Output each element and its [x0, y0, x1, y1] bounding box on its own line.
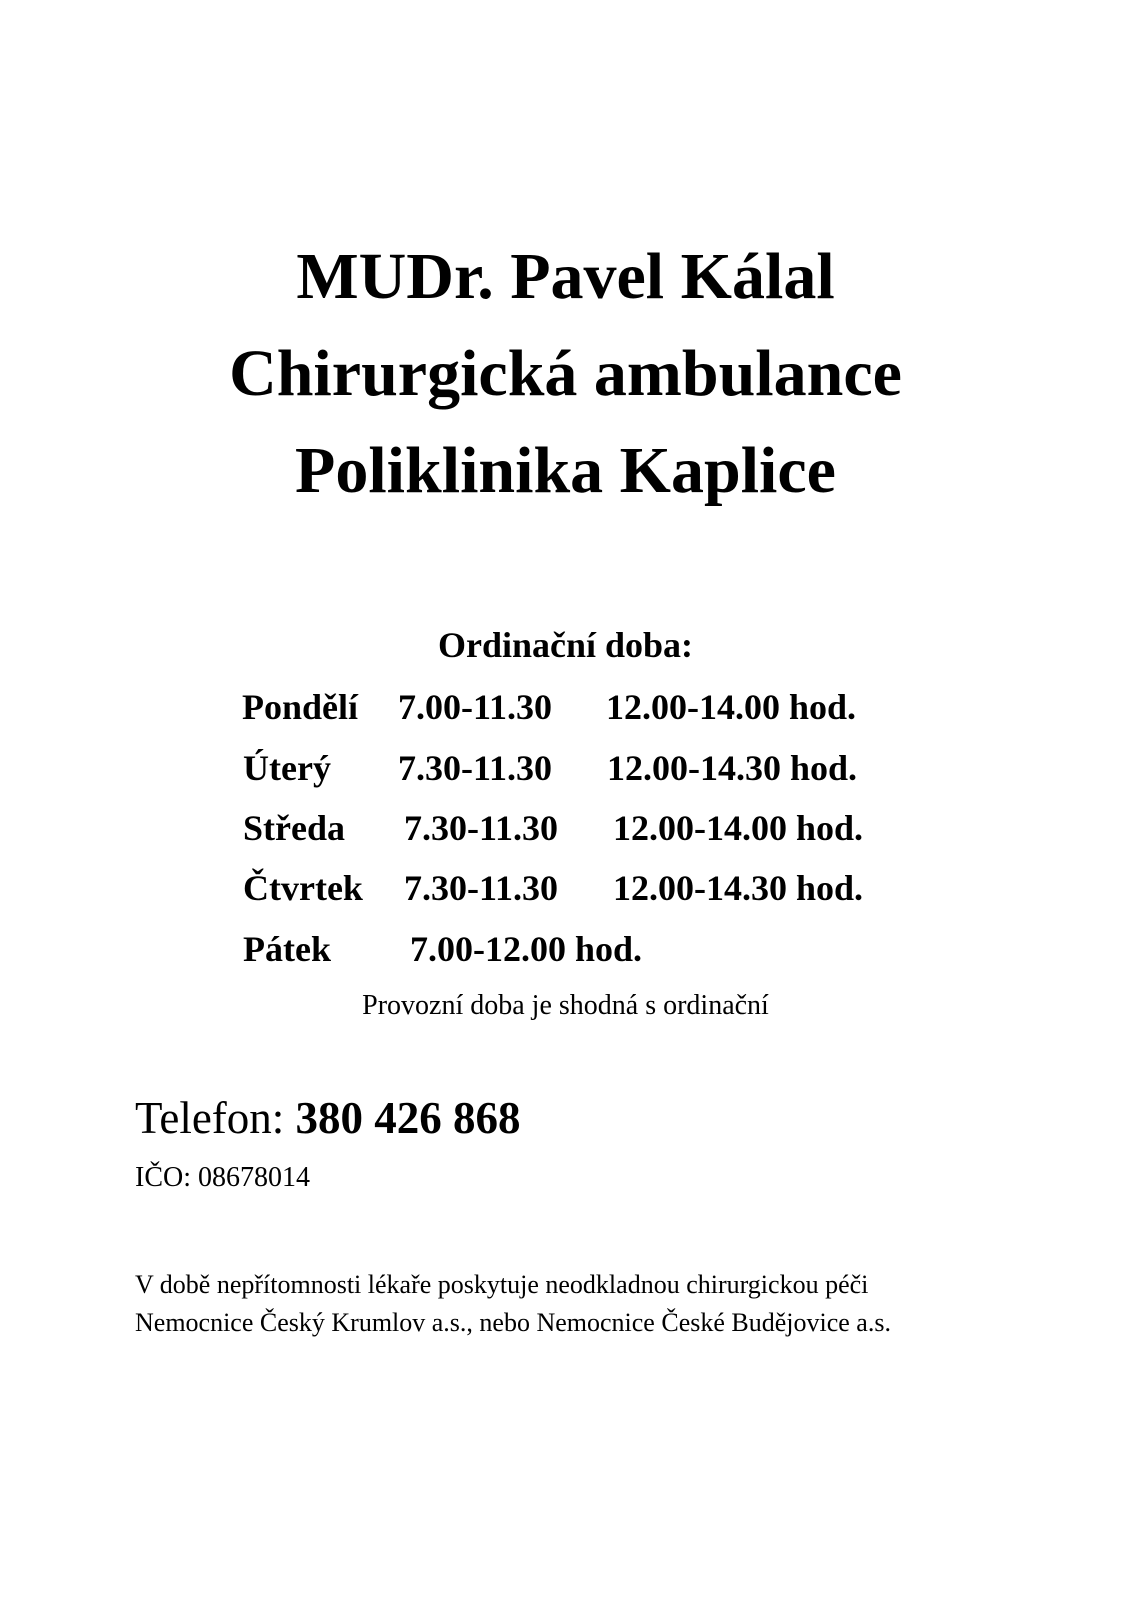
- day-label: Pondělí: [242, 687, 359, 727]
- company-id: IČO: 08678014: [135, 1162, 310, 1193]
- afternoon-hours: 12.00-14.30 hod.: [613, 868, 864, 908]
- day-label: Středa: [243, 808, 345, 848]
- footer-notice: [135, 1266, 891, 1342]
- phone-line: [135, 1090, 521, 1146]
- doctor-name: MUDr. Pavel Kálal: [296, 240, 835, 313]
- day-label: Pátek: [243, 929, 331, 969]
- phone-number: 380 426 868: [295, 1093, 521, 1143]
- header: [0, 228, 1131, 519]
- morning-hours: 7.00-11.30: [398, 687, 553, 727]
- hours-row-thursday: [0, 866, 1131, 910]
- hours-row-monday: [0, 685, 1131, 729]
- hours-row-friday: [0, 927, 1131, 971]
- hours-row-tuesday: [0, 746, 1131, 790]
- phone-label: Telefon:: [135, 1093, 285, 1143]
- location-name: Poliklinika Kaplice: [295, 434, 836, 507]
- afternoon-hours: 12.00-14.00 hod.: [606, 687, 857, 727]
- footer-line-1: V době nepřítomnosti lékaře poskytuje neodkladnou chirurgickou péči: [135, 1270, 869, 1299]
- day-label: Čtvrtek: [243, 868, 363, 908]
- day-label: Úterý: [243, 748, 331, 788]
- hours-row-wednesday: [0, 806, 1131, 850]
- morning-hours: 7.30-11.30: [404, 808, 559, 848]
- afternoon-hours: 12.00-14.00 hod.: [613, 808, 864, 848]
- office-hours-heading: Ordinační doba:: [437, 625, 694, 665]
- morning-hours: 7.00-12.00 hod.: [410, 929, 643, 969]
- morning-hours: 7.30-11.30: [404, 868, 559, 908]
- footer-line-2: Nemocnice Český Krumlov a.s., nebo Nemocnice České Budějovice a.s.: [135, 1308, 891, 1337]
- operating-hours-note: Provozní doba je shodná s ordinační: [362, 990, 769, 1021]
- afternoon-hours: 12.00-14.30 hod.: [607, 748, 858, 788]
- department-name: Chirurgická ambulance: [229, 337, 902, 410]
- morning-hours: 7.30-11.30: [398, 748, 553, 788]
